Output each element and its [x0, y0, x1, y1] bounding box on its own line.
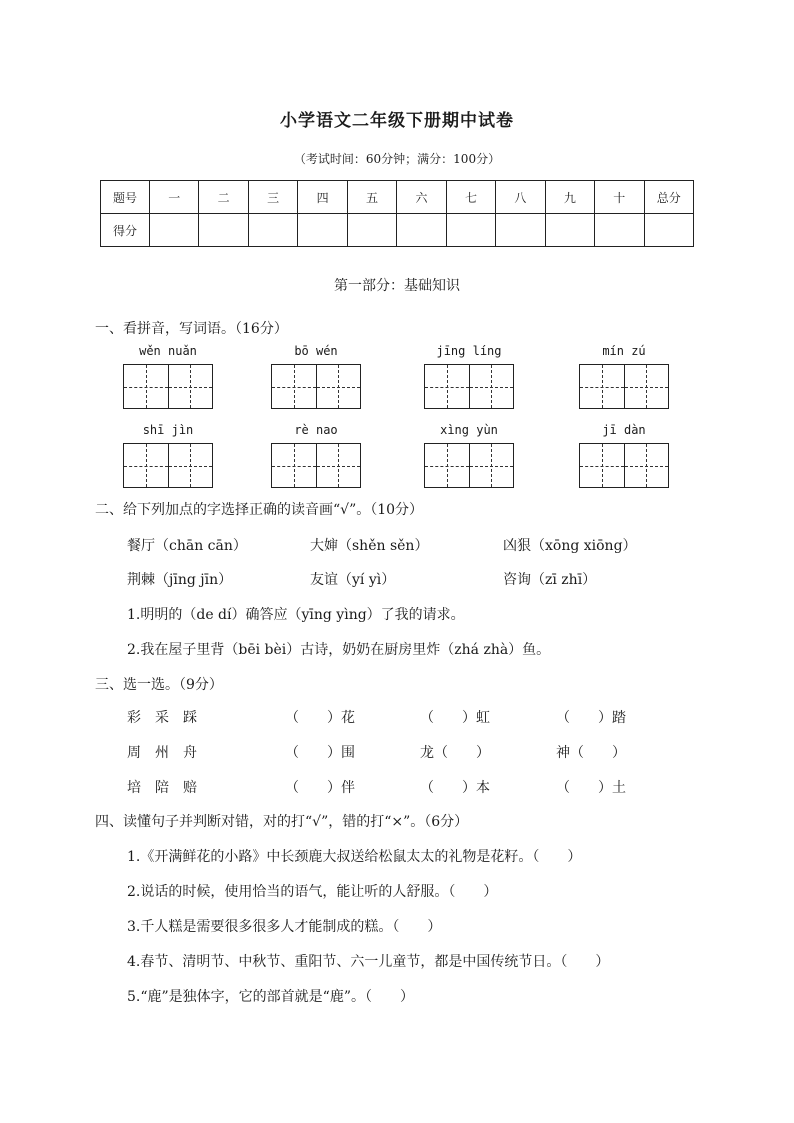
- fill-blank[interactable]: （ ）花: [285, 710, 355, 726]
- header-cell: 总分: [644, 181, 693, 214]
- score-table-header-row: [101, 181, 694, 214]
- pronunciation-choice[interactable]: 大婶（shěn sěn）: [310, 538, 429, 554]
- pinyin-label: jīng líng: [436, 344, 502, 358]
- exam-info: （考试时间：60分钟；满分：100分）: [293, 152, 501, 166]
- writing-grid[interactable]: [123, 443, 213, 488]
- header-cell: 三: [248, 181, 297, 214]
- section-3-heading: 三、选一选。（9分）: [95, 677, 223, 693]
- score-table-score-row: [101, 214, 694, 247]
- header-cell: 题号: [101, 181, 150, 214]
- pinyin-label: wěn nuǎn: [139, 344, 197, 358]
- pronunciation-choice[interactable]: 凶狠（xōng xiōng）: [503, 538, 637, 554]
- judgment-item[interactable]: 3.千人糕是需要很多很多人才能制成的糕。（ ）: [127, 919, 442, 935]
- fill-blank[interactable]: （ ）虹: [420, 710, 490, 726]
- judgment-item[interactable]: 2.说话的时候，使用恰当的语气，能让听的人舒服。（ ）: [127, 884, 498, 900]
- score-cell[interactable]: [150, 214, 199, 247]
- judgment-item[interactable]: 1.《开满鲜花的小路》中长颈鹿大叔送给松鼠太太的礼物是花籽。（ ）: [127, 849, 582, 865]
- score-cell[interactable]: [446, 214, 495, 247]
- judgment-item[interactable]: 5.“鹿”是独体字，它的部首就是“鹿”。（ ）: [127, 989, 414, 1005]
- header-cell: 七: [446, 181, 495, 214]
- score-cell[interactable]: [496, 214, 545, 247]
- pinyin-label: bō wén: [294, 344, 338, 358]
- fill-blank[interactable]: （ ）伴: [285, 780, 355, 796]
- pronunciation-choice[interactable]: 友谊（yí yì）: [310, 572, 396, 588]
- header-cell: 八: [496, 181, 545, 214]
- fill-blank[interactable]: （ ）本: [420, 780, 490, 796]
- header-cell: 六: [397, 181, 446, 214]
- score-table: [100, 180, 694, 247]
- section-2-heading: 二、给下列加点的字选择正确的读音画“√”。（10分）: [95, 502, 424, 518]
- score-cell[interactable]: [595, 214, 644, 247]
- writing-grid[interactable]: [424, 443, 514, 488]
- score-cell[interactable]: [298, 214, 347, 247]
- pinyin-label: jī dàn: [602, 423, 646, 437]
- score-cell[interactable]: [248, 214, 297, 247]
- score-cell[interactable]: [644, 214, 693, 247]
- fill-blank[interactable]: （ ）围: [285, 745, 355, 761]
- writing-grid[interactable]: [271, 443, 361, 488]
- writing-grid[interactable]: [579, 364, 669, 409]
- char-options: 周 州 舟: [127, 745, 197, 761]
- fill-blank[interactable]: （ ）踏: [556, 710, 626, 726]
- score-cell[interactable]: [397, 214, 446, 247]
- writing-grid[interactable]: [123, 364, 213, 409]
- header-cell: 二: [199, 181, 248, 214]
- fill-blank[interactable]: （ ）土: [556, 780, 626, 796]
- header-cell: 十: [595, 181, 644, 214]
- score-cell[interactable]: [199, 214, 248, 247]
- writing-grid[interactable]: [424, 364, 514, 409]
- part-heading: 第一部分：基础知识: [334, 278, 460, 294]
- section-4-heading: 四、读懂句子并判断对错，对的打“√”，错的打“×”。（6分）: [95, 814, 469, 830]
- writing-grid[interactable]: [271, 364, 361, 409]
- pinyin-label: rè nao: [294, 423, 338, 437]
- judgment-item[interactable]: 4.春节、清明节、中秋节、重阳节、六一儿童节，都是中国传统节日。（ ）: [127, 954, 610, 970]
- pronunciation-sentence[interactable]: 2.我在屋子里背（bēi bèi）古诗，奶奶在厨房里炸（zhá zhà）鱼。: [127, 642, 551, 658]
- score-cell[interactable]: [347, 214, 396, 247]
- char-options: 培 陪 赔: [127, 780, 197, 796]
- pronunciation-choice[interactable]: 荆棘（jīng jīn）: [127, 572, 233, 588]
- pinyin-label: shī jìn: [142, 423, 194, 437]
- header-cell: 五: [347, 181, 396, 214]
- page-title: 小学语文二年级下册期中试卷: [280, 111, 514, 131]
- writing-grid[interactable]: [579, 443, 669, 488]
- section-1-heading: 一、看拼音，写词语。（16分）: [95, 321, 288, 337]
- char-options: 彩 采 踩: [127, 710, 197, 726]
- header-cell: 一: [150, 181, 199, 214]
- pinyin-label: mín zú: [602, 344, 646, 358]
- header-cell: 四: [298, 181, 347, 214]
- pronunciation-choice[interactable]: 餐厅（chān cān）: [127, 538, 247, 554]
- fill-blank[interactable]: 龙（ ）: [420, 745, 490, 761]
- header-cell: 九: [545, 181, 594, 214]
- pinyin-label: xìng yùn: [440, 423, 498, 437]
- score-cell[interactable]: [545, 214, 594, 247]
- fill-blank[interactable]: 神（ ）: [556, 745, 626, 761]
- score-row-label: 得分: [101, 214, 150, 247]
- pronunciation-choice[interactable]: 咨询（zī zhī）: [503, 572, 597, 588]
- pronunciation-sentence[interactable]: 1.明明的（de dí）确答应（yīng yìng）了我的请求。: [127, 607, 465, 623]
